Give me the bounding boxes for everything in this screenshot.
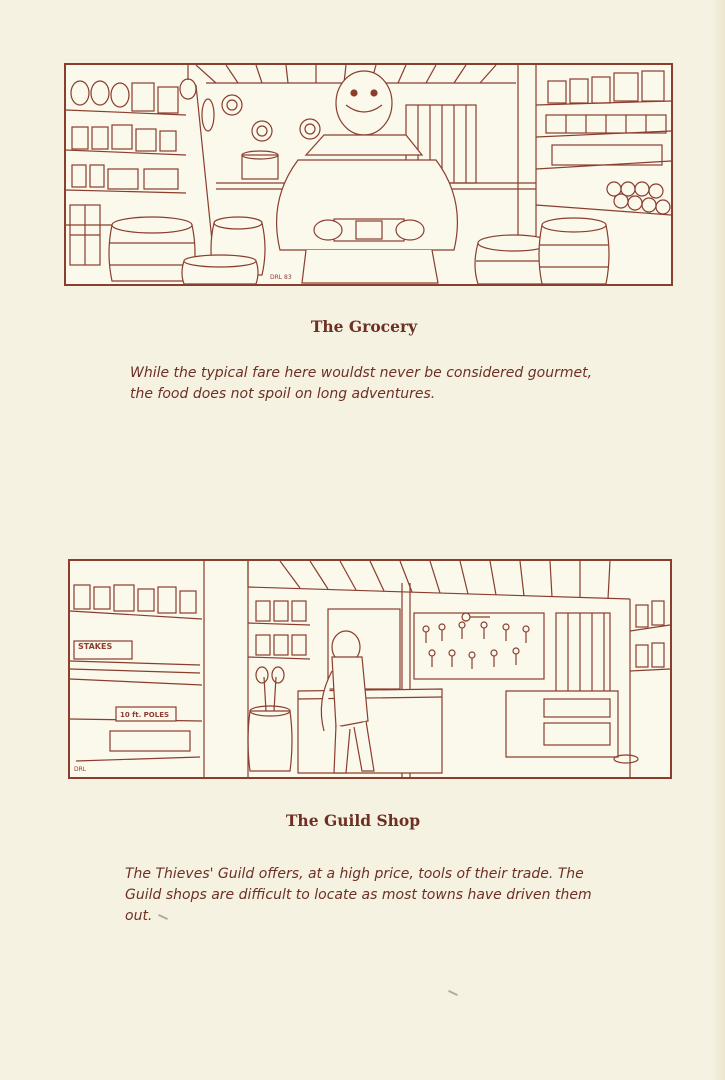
pillar xyxy=(204,561,248,777)
guild-caption-line-3: out. xyxy=(125,908,153,924)
grocery-artist-signature: DRL 83 xyxy=(270,274,292,281)
guild-caption-line-2: Guild shops are difficult to locate as most towns have driven them xyxy=(125,887,592,903)
poles-shelf-label: 10 ft. POLES xyxy=(120,711,170,719)
grocery-illustration xyxy=(64,63,673,286)
guild-shop-drawing xyxy=(70,561,670,777)
right-shelves xyxy=(536,71,671,215)
guild-artist-signature: DRL xyxy=(74,766,87,773)
page-edge-shadow xyxy=(711,0,725,1080)
ceiling-planks xyxy=(248,561,630,599)
stakes-shelf-label: STAKES xyxy=(78,642,113,651)
guild-shop-illustration xyxy=(68,559,672,779)
guild-shop-caption xyxy=(125,864,625,927)
grocery-caption xyxy=(130,363,650,405)
right-shelves xyxy=(614,601,670,763)
grocery-caption-line-1: While the typical fare here wouldst never be considered gourmet, xyxy=(130,365,593,381)
wall-plates xyxy=(222,95,320,141)
guild-shop-title: The Guild Shop xyxy=(285,811,421,830)
grocery-drawing xyxy=(66,65,671,284)
paper-speck xyxy=(448,990,458,996)
grocery-title: The Grocery xyxy=(310,317,418,336)
guild-caption-line-1: The Thieves' Guild offers, at a high price, tools of their trade. The xyxy=(125,866,584,882)
grocer-figure xyxy=(277,71,458,283)
grocery-caption-line-2: the food does not spoil on long adventures. xyxy=(130,386,436,402)
left-shelves xyxy=(70,585,202,761)
